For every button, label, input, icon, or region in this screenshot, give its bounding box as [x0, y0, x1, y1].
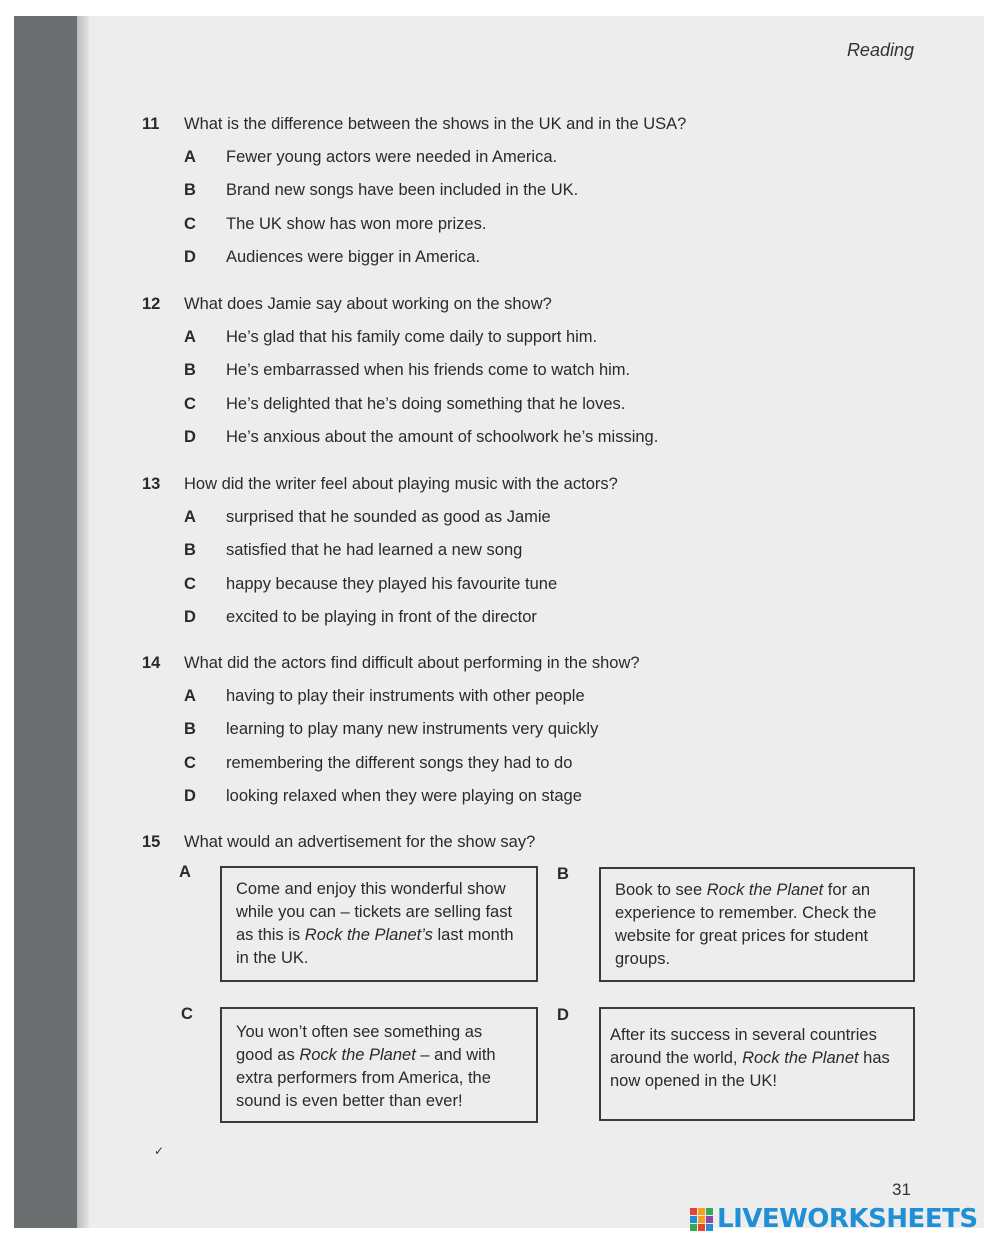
option-a[interactable]: [184, 328, 597, 347]
advert-box-c[interactable]: [220, 1007, 538, 1123]
brand-text: LIVEWORKSHEETS: [717, 1204, 978, 1234]
option-b[interactable]: [184, 181, 578, 200]
option-text: satisfied that he had learned a new song: [226, 541, 523, 559]
page-number: 31: [892, 1180, 911, 1199]
option-text: remembering the different songs they had to do: [226, 754, 573, 772]
show-title: Rock the Planet: [742, 1049, 859, 1067]
book-spine-shadow: [14, 16, 77, 1228]
advert-text: Book to see: [615, 881, 707, 899]
logo-square: [698, 1216, 705, 1223]
option-c[interactable]: [184, 395, 625, 414]
option-c[interactable]: [184, 215, 486, 234]
option-text: having to play their instruments with other people: [226, 687, 585, 705]
option-text: Fewer young actors were needed in America.: [226, 148, 558, 166]
option-letter: B: [184, 361, 196, 379]
option-letter: C: [184, 754, 196, 772]
option-text: He’s delighted that he’s doing something that he loves.: [226, 395, 626, 413]
option-text: The UK show has won more prizes.: [226, 215, 487, 233]
advert-box-d[interactable]: [599, 1007, 915, 1121]
option-text: Audiences were bigger in America.: [226, 248, 481, 266]
option-letter: A: [184, 508, 196, 526]
option-letter: D: [184, 248, 196, 266]
logo-square: [690, 1216, 697, 1223]
option-text: happy because they played his favourite tune: [226, 575, 558, 593]
option-text: He’s anxious about the amount of schoolwork he’s missing.: [226, 428, 659, 446]
logo-square: [706, 1216, 713, 1223]
option-letter: C: [184, 215, 196, 233]
advert-text: for an experience to remember. Check the website for great prices for student groups.: [615, 881, 877, 968]
advert-box-b[interactable]: [599, 867, 915, 982]
question-text: What is the difference between the shows in the UK and in the USA?: [184, 115, 687, 133]
option-c[interactable]: [184, 575, 557, 594]
question-number: 12: [142, 295, 161, 313]
logo-square: [690, 1224, 697, 1231]
option-b[interactable]: [184, 361, 630, 380]
advert-text: You won’t often see something as good as: [236, 1023, 483, 1064]
option-d[interactable]: [184, 248, 480, 267]
option-letter: B: [184, 720, 196, 738]
question-text: What does Jamie say about working on the show?: [184, 295, 552, 313]
option-b[interactable]: [184, 541, 522, 560]
question-number: 14: [142, 654, 161, 672]
option-letter: A: [184, 148, 196, 166]
option-letter: C: [184, 575, 196, 593]
ad-letter-b[interactable]: B: [557, 865, 569, 883]
option-text: surprised that he sounded as good as Jamie: [226, 508, 551, 526]
advert-text: – and with extra performers from America, the sound is even better than ever!: [236, 1046, 496, 1110]
logo-square: [706, 1208, 713, 1215]
option-text: excited to be playing in front of the director: [226, 608, 537, 626]
worksheet-page: [14, 16, 984, 1228]
question-text: What would an advertisement for the show say?: [184, 833, 536, 851]
advert-text: Come and enjoy this wonderful show while you can – tickets are selling fast as this is: [236, 880, 513, 944]
logo-square: [698, 1208, 705, 1215]
show-title: Rock the Planet: [706, 881, 824, 899]
option-text: Brand new songs have been included in the UK.: [226, 181, 579, 199]
option-letter: A: [184, 328, 196, 346]
option-a[interactable]: [184, 508, 551, 527]
ad-letter-c[interactable]: C: [181, 1005, 193, 1023]
option-letter: B: [184, 181, 196, 199]
page-gutter: [77, 16, 89, 1228]
logo-square: [690, 1208, 697, 1215]
option-text: He’s embarrassed when his friends come to watch him.: [226, 361, 631, 379]
advert-box-a[interactable]: [220, 866, 538, 982]
advert-text: has now opened in the UK!: [610, 1049, 890, 1090]
show-title: Rock the Planet’s: [304, 926, 433, 944]
logo-square: [706, 1224, 713, 1231]
option-d[interactable]: [184, 608, 537, 627]
advert-text: After its success in several countries around the world,: [610, 1026, 877, 1067]
logo-square: [698, 1224, 705, 1231]
option-letter: D: [184, 428, 196, 446]
show-title: Rock the Planet: [299, 1046, 416, 1064]
question-text: What did the actors find difficult about performing in the show?: [184, 654, 640, 672]
option-text: He’s glad that his family come daily to support him.: [226, 328, 598, 346]
option-b[interactable]: [184, 720, 598, 739]
question-text: How did the writer feel about playing music with the actors?: [184, 475, 618, 493]
question-number: 13: [142, 475, 161, 493]
question-number: 15: [142, 833, 161, 851]
option-letter: D: [184, 787, 196, 805]
option-letter: B: [184, 541, 196, 559]
question-number: 11: [142, 115, 160, 133]
option-d[interactable]: [184, 428, 658, 447]
option-d[interactable]: [184, 787, 582, 806]
option-a[interactable]: [184, 687, 585, 706]
option-letter: A: [184, 687, 196, 705]
option-text: learning to play many new instruments very quickly: [226, 720, 599, 738]
liveworksheets-brand: [690, 1202, 978, 1236]
option-a[interactable]: [184, 148, 557, 167]
ad-letter-d[interactable]: D: [557, 1006, 569, 1024]
section-header: Reading: [846, 40, 914, 60]
option-letter: D: [184, 608, 196, 626]
liveworksheets-logo-icon: [690, 1208, 713, 1231]
ad-letter-a[interactable]: A: [179, 863, 191, 881]
advert-text: last month in the UK.: [236, 926, 514, 967]
pen-mark-icon: ✓: [154, 1144, 165, 1158]
option-c[interactable]: [184, 754, 572, 773]
option-text: looking relaxed when they were playing on stage: [226, 787, 582, 805]
option-letter: C: [184, 395, 196, 413]
